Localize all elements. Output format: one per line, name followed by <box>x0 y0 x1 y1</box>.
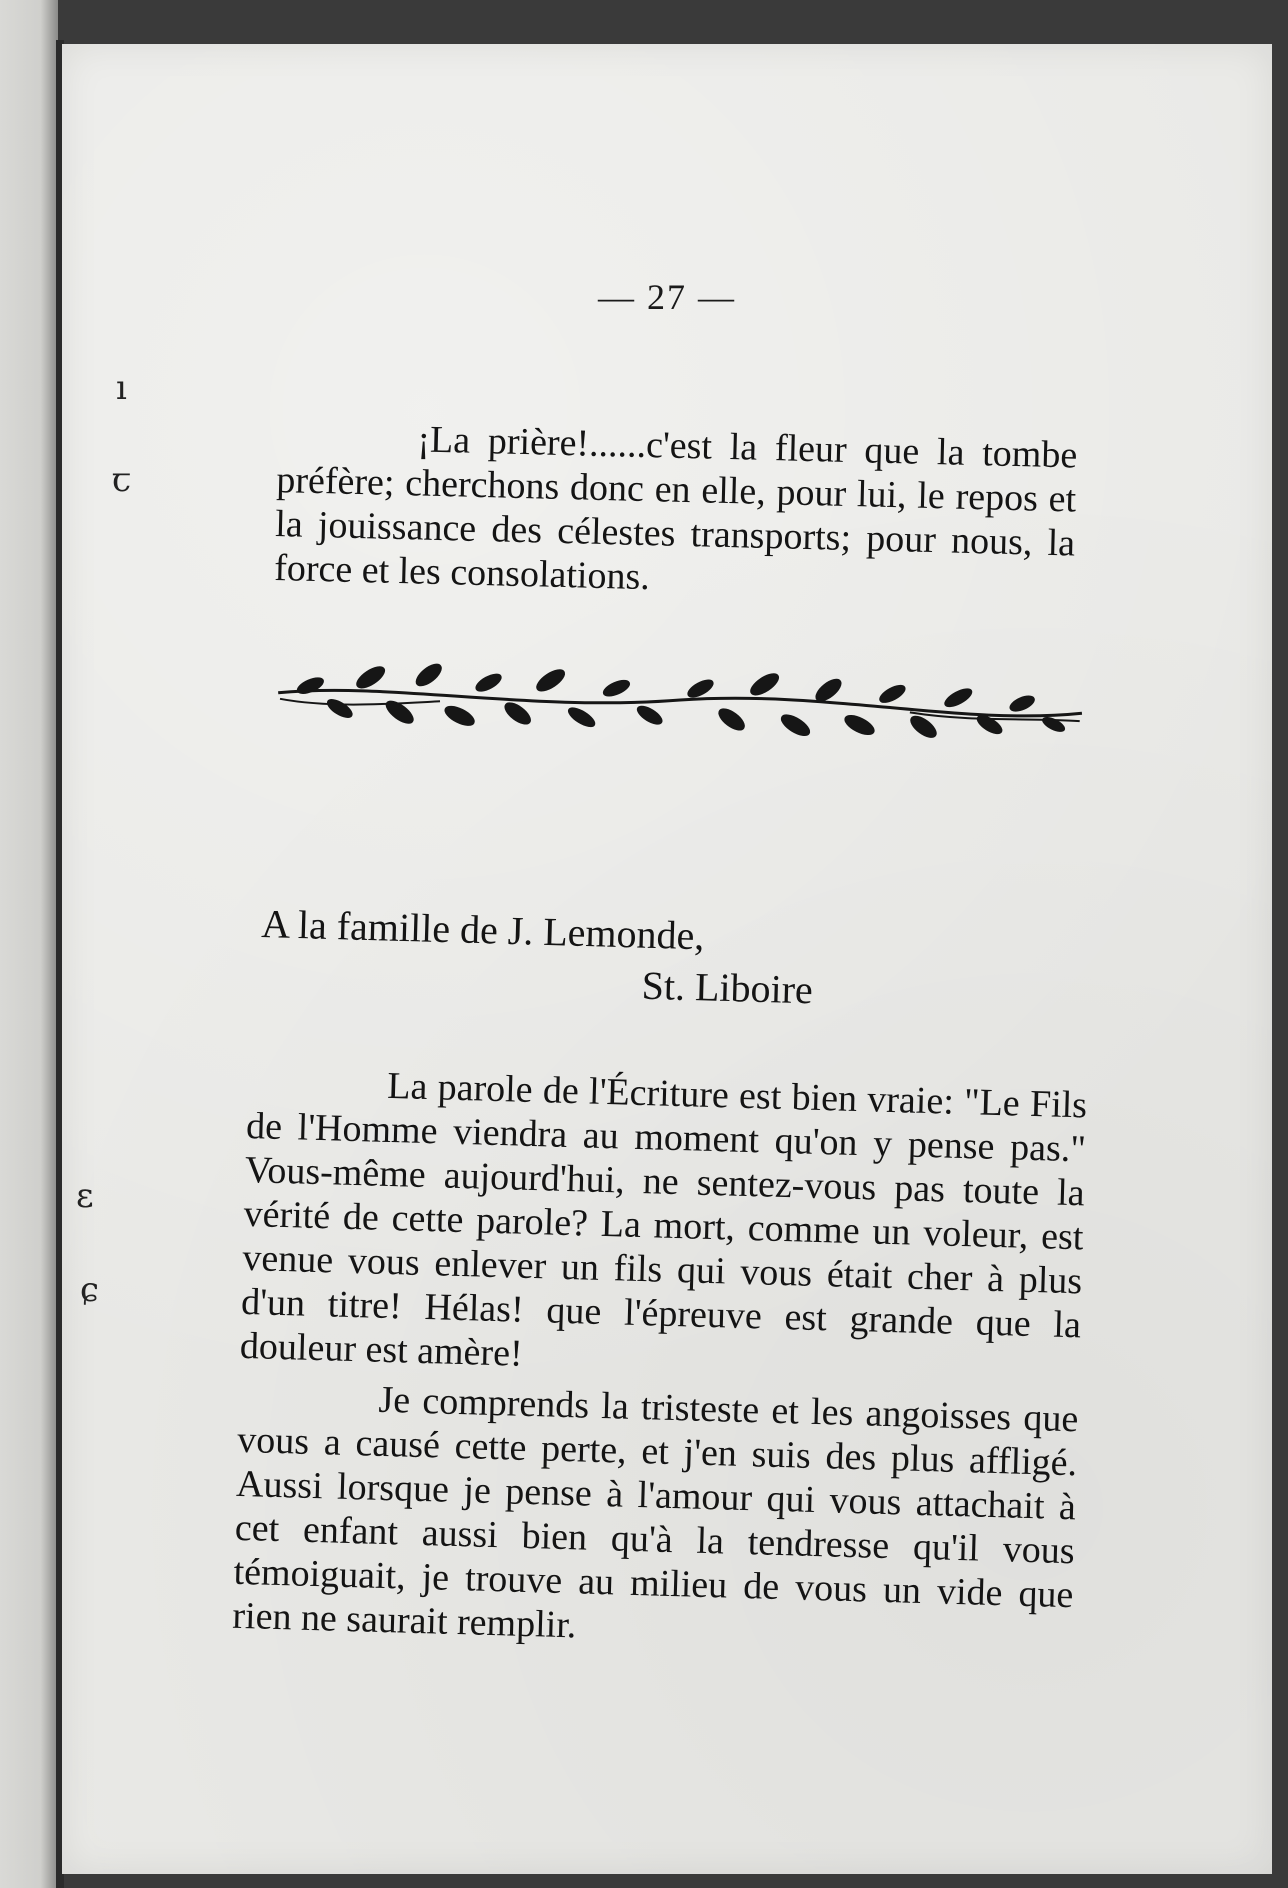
margin-mark-icon: ı <box>116 368 127 408</box>
margin-mark-icon: ɛ <box>76 1176 94 1216</box>
margin-mark-icon: ꞇ <box>112 460 132 500</box>
prayer-paragraph <box>274 414 1078 609</box>
letter-paragraph: La parole de l'Écriture est bien vraie: "Le Fils de l'Homme viendra au moment qu'on y pense pas." Vous-même aujourd'hui, ne sentez-vous pas toute la vérité de cette parole? La mort, comme un voleur, est venue vous enlever un fils qui vous était cher à plus d'un titre! Hélas! que l'épreuve est grande que la douleur est amère! <box>239 1064 1088 1375</box>
margin-mark-icon: ɕ <box>80 1270 100 1310</box>
prayer-text: ¡La prière!......c'est la fleur que la tombe préfère; cherchons donc en elle, pour lui, le repos et la jouissance des célestes transports; pour nous, la force et les consolations. <box>273 418 1078 599</box>
adjacent-page-edge <box>0 0 58 1888</box>
address-place: St. Liboire <box>641 962 814 1013</box>
address-recipient: A la famille de J. Lemonde, <box>260 900 706 959</box>
page-number: — 27 — <box>598 277 736 317</box>
letter-body <box>232 1060 1088 1661</box>
letter-paragraph: Je comprends la tristeste et les angoisses que vous a causé cette perte, et j'en suis des plus affligé. Aussi lorsque je pense à l'amour qui vous attachait à cet enfant aussi bien qu'à la tendresse qu'il vous témoiguait, je trouve au milieu de vous un vide que rien ne saurait remplir. <box>231 1378 1079 1647</box>
